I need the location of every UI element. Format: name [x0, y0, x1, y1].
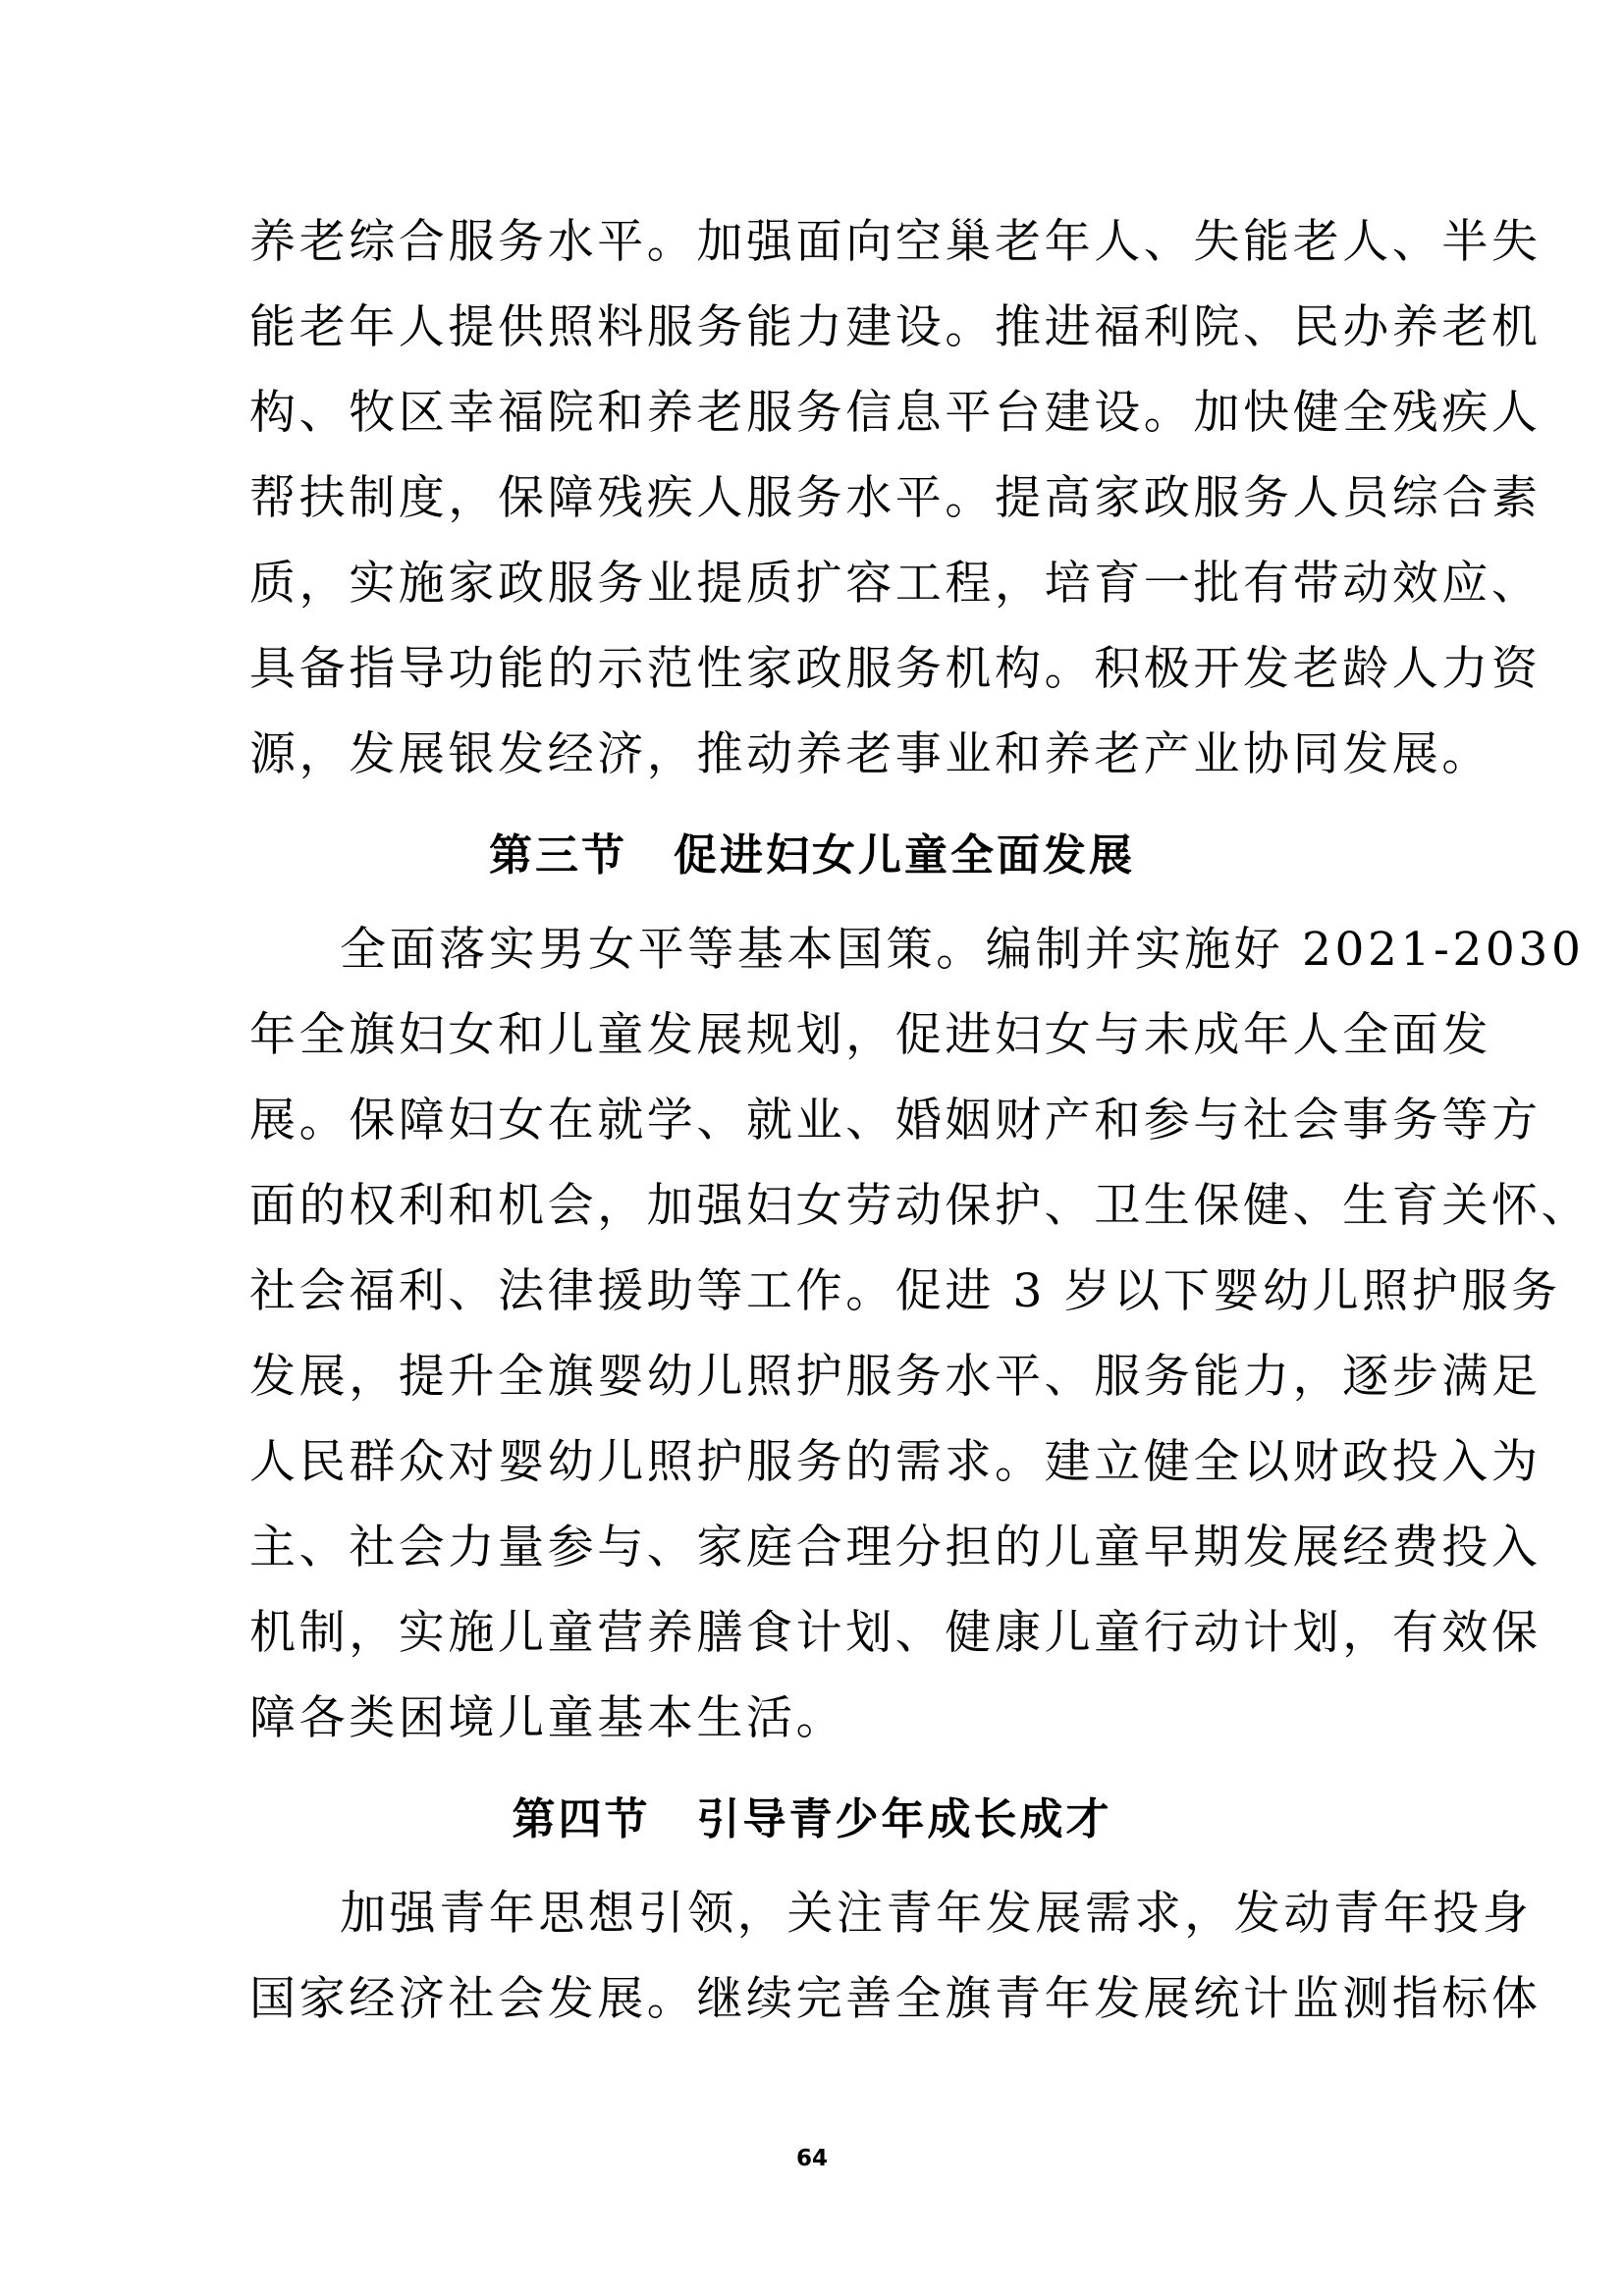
paragraph-line: 国家经济社会发展。继续完善全旗青年发展统计监测指标体 [249, 1972, 1542, 2026]
paragraph-line: 机制，实施儿童营养膳食计划、健康儿童行动计划，有效保 [249, 1606, 1542, 1660]
paragraph-line: 发展，提升全旗婴幼儿照护服务水平、服务能力，逐步满足 [249, 1350, 1542, 1404]
paragraph-line: 帮扶制度，保障残疾人服务水平。提高家政服务人员综合素 [249, 471, 1542, 525]
paragraph-line: 人民群众对婴幼儿照护服务的需求。建立健全以财政投入为 [249, 1435, 1542, 1489]
paragraph-line: 加强青年思想引领，关注青年发展需求，发动青年投身 [340, 1887, 1533, 1941]
section-heading: 第三节 促进妇女儿童全面发展 [489, 830, 1135, 881]
paragraph-line: 源，发展银发经济，推动养老事业和养老产业协同发展。 [249, 727, 1491, 781]
page-number: 64 [795, 2146, 828, 2171]
paragraph-line: 能老年人提供照料服务能力建设。推进福利院、民办养老机 [249, 300, 1542, 354]
paragraph-line: 年全旗妇女和儿童发展规划，促进妇女与未成年人全面发 [249, 1008, 1491, 1062]
paragraph-line: 养老综合服务水平。加强面向空巢老年人、失能老人、半失 [249, 215, 1542, 269]
paragraph-line: 具备指导功能的示范性家政服务机构。积极开发老龄人力资 [249, 642, 1542, 696]
section-heading: 第四节 引导青少年成长成才 [512, 1794, 1112, 1844]
paragraph-line: 全面落实男女平等基本国策。编制并实施好 2021-2030 [340, 923, 1585, 977]
paragraph-line: 展。保障妇女在就学、就业、婚姻财产和参与社会事务等方 [249, 1094, 1542, 1148]
paragraph-line: 社会福利、法律援助等工作。促进 3 岁以下婴幼儿照护服务 [249, 1264, 1561, 1318]
paragraph-line: 主、社会力量参与、家庭合理分担的儿童早期发展经费投入 [249, 1521, 1542, 1575]
paragraph-line: 质，实施家政服务业提质扩容工程，培育一批有带动效应、 [249, 557, 1542, 611]
paragraph-line: 障各类困境儿童基本生活。 [249, 1691, 846, 1745]
paragraph-line: 面的权利和机会，加强妇女劳动保护、卫生保健、生育关怀、 [249, 1179, 1592, 1233]
paragraph-line: 构、牧区幸福院和养老服务信息平台建设。加快健全残疾人 [249, 386, 1542, 440]
